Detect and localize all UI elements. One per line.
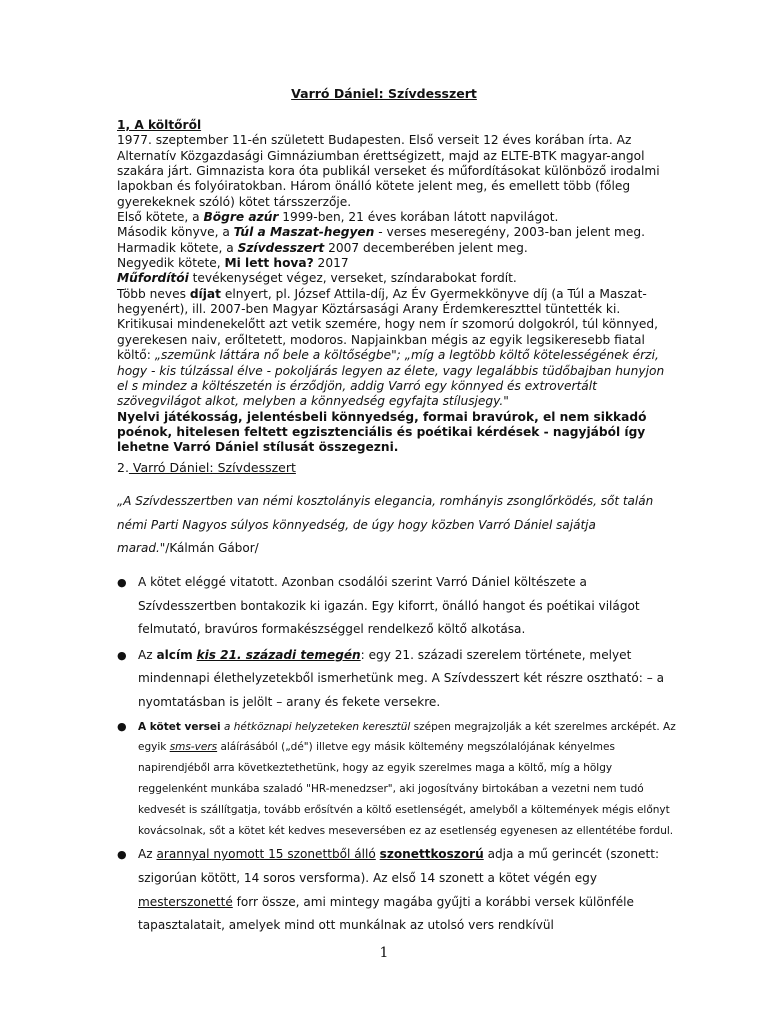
style-summary: Nyelvi játékosság, jelentésbeli könnyedség, formai bravúrok, el nem sikkadó poénok, hitelesen feltett egzisztenciális és poétikai kérdések - nagyjából így lehetne Varró Dániel stílusát összegezni. (117, 409, 647, 455)
awards-line: Több neves díjat elnyert, pl. József Attila-díj, Az Év Gyermekkönyve díj (a Túl a Maszat-hegyenért), ill. 2007-ben Magyar Köztársasági Arany Érdemkereszttel tüntették ki. (117, 286, 647, 317)
page-number: 1 (379, 945, 389, 961)
section-2-heading: 2. Varró Dániel: Szívdesszert (117, 460, 296, 475)
critic-quote: „A Szívdesszertben van némi kosztolányis elegancia, romhányis zsonglőrködés, sőt talán némi Parti Nagyos súlyos könnyedség, de úgy hogy közben Varró Dániel sajátja marad."/Kálmán Gábor/ (117, 494, 654, 555)
bullet-icon: ● (117, 576, 127, 589)
section-1-heading: 1, A költőről (117, 118, 202, 132)
third-volume-line: Harmadik kötete, a Szívdesszert 2007 decemberében jelent meg. (117, 240, 528, 255)
list-item: ● A kötet eléggé vitatott. Azonban csodálói szerint Varró Dániel költészete a Szívdesszertben bontakozik ki igazán. Egy kiforrt, önálló hangot és poétikai világot felmutató, bravúros formakészséggel rendelkező költő alkotása. (117, 571, 677, 642)
second-volume-line: Második könyve, a Túl a Maszat-hegyen - verses meseregény, 2003-ban jelent meg. (117, 225, 646, 240)
section-1 (117, 118, 677, 456)
fourth-volume-line: Negyedik kötete, Mi lett hova? 2017 (117, 256, 349, 271)
list-item: ● Az alcím kis 21. századi temegén: egy 21. századi szerelem története, melyet mindennapi élethelyzetekből ismerhetünk meg. A Szívdesszert két részre osztható: – a nyomtatásban is jelölt – arany és fekete versekre. (117, 644, 677, 715)
critics-paragraph: Kritikusai mindenekelőtt azt vetik szemére, hogy nem ír szomorú dolgokról, túl könnyed, gyerekesen naiv, erőltetett, modoros. Napjainkban mégis az egyik legsikeresebb fiatal költő: „szemünk láttára nő bele a költőségbe"; „míg a legtöbb költő kötelességének érzi, hogy - kis túlzással élve - pokoljárás legyen az élete, vagy legalábbis tüdőbajban hunyjon el s mindez a költészetén is érződjön, addig Varró egy könnyed és extrovertált szövegvilágot alkot, melyben a könnyedség egyfajta stílusjegy." (117, 317, 665, 409)
first-volume-line: Első kötete, a Bögre azúr 1999-ben, 21 éves korában látott napvilágot. (117, 210, 559, 225)
list-item: ● A kötet versei a hétköznapi helyzeteken keresztül szépen megrajzolják a két szerelmes arcképét. Az egyik sms-vers aláírásából („dé") illetve egy másik költemény megszólalójának kényelmes napirendjéből arra következtethetünk, hogy az egyik szerelmes maga a költő, míg a hölgy reggelenként munkába szaladó "HR-menedzser", aki jogosítvány birtokában a vezetni nem tudó kedvesét is szállítgatja, tovább erősítvén a költő esetlenségét, amelyből a költemények mégis előnyt kovácsolnak, sőt a kötet két kedves meseversében ez az esetlenség egyenesen az ellentétébe fordul. (117, 717, 677, 842)
quote-source: /Kálmán Gábor/ (165, 541, 259, 555)
bullet-list (117, 571, 677, 938)
bullet-icon: ● (117, 848, 127, 862)
bio-paragraph: 1977. szeptember 11-én született Budapesten. Első verseit 12 éves korában írta. Az Alternatív Közgazdasági Gimnáziumban érettségizett, majd az ELTE-BTK magyar-angol szakára járt. Gimnazista kora óta publikál verseket és műfordításokat különböző irodalmi lapokban és folyóiratokban. Három önálló kötete jelent meg, és emellett több (főleg gyerekeknek szóló) kötet társszerzője. (117, 133, 660, 209)
bullet-icon: ● (117, 648, 127, 662)
translation-line: Műfordítói tevékenységet végez, verseket, színdarabokat fordít. (117, 271, 517, 286)
document-title: Varró Dániel: Szívdesszert (291, 86, 477, 101)
bullet-icon: ● (117, 719, 127, 733)
list-item: ● Az arannyal nyomott 15 szonettből álló szonettkoszorú adja a mű gerincét (szonett: szigorúan kötött, 14 soros versforma). Az első 14 szonett a kötet végén egy mesterszonetté forr össze, ami mintegy magába gyűjti a korábbi versek különféle tapasztalatait, amelyek mind ott munkálnak az utolsó vers rendkívül (117, 843, 677, 937)
